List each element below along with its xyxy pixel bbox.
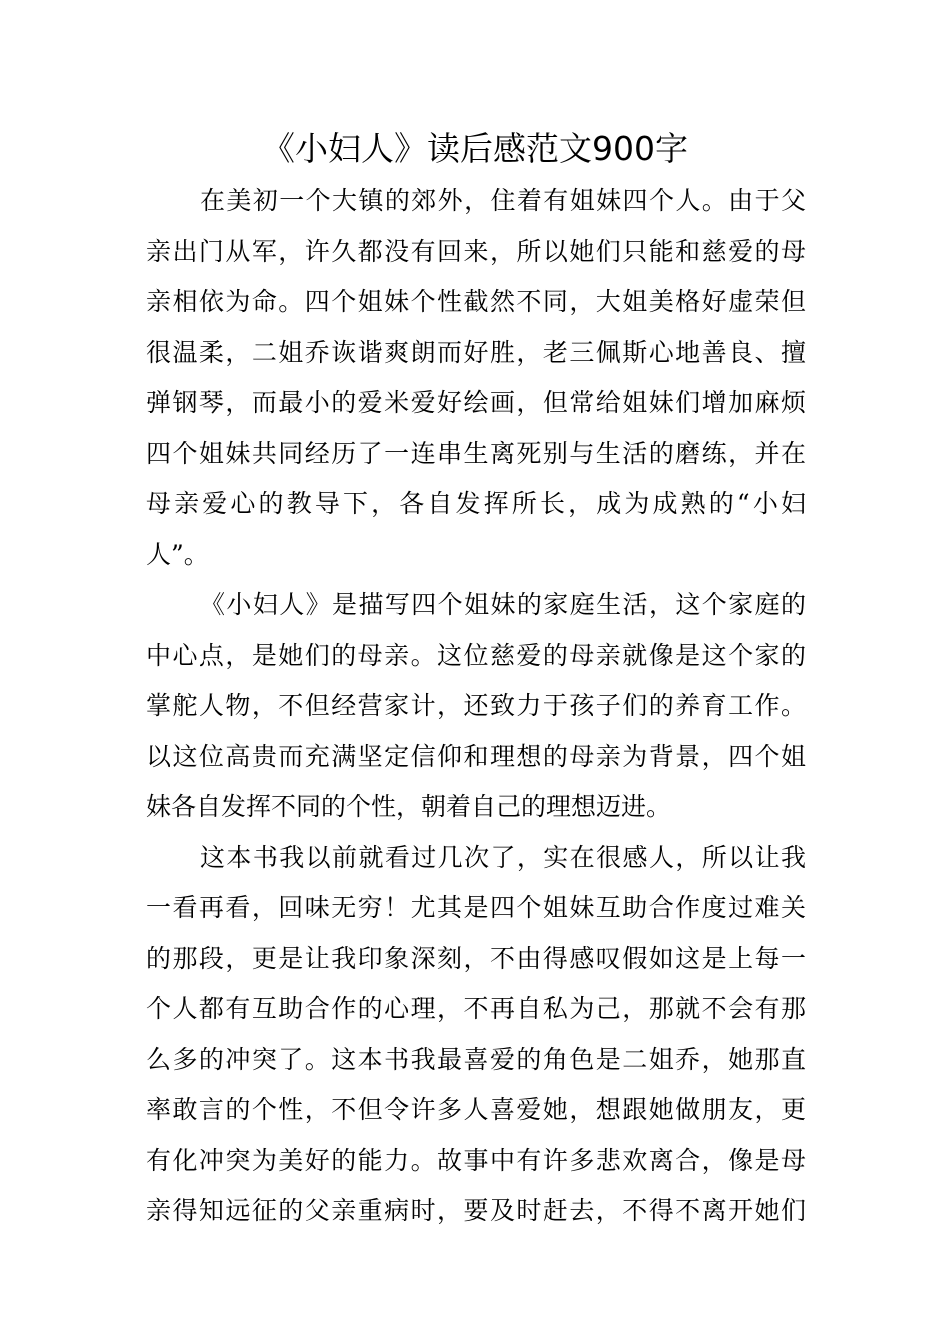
text-line: 亲得知远征的父亲重病时，要及时赶去，不得不离开她们 xyxy=(146,1196,806,1225)
paragraph-1 xyxy=(146,176,806,580)
document-body xyxy=(146,176,806,1237)
text-line: 么多的冲突了。这本书我最喜爱的角色是二姐乔，她那直 xyxy=(146,1044,806,1074)
text-line: 个人都有互助合作的心理，不再自私为己，那就不会有那 xyxy=(146,994,806,1023)
text-line: 有化冲突为美好的能力。故事中有许多悲欢离合，像是母 xyxy=(146,1145,806,1175)
text-line: 以这位高贵而充满坚定信仰和理想的母亲为背景，四个姐 xyxy=(146,741,806,771)
text-line: 亲相依为命。四个姐妹个性截然不同，大姐美格好虚荣但 xyxy=(146,287,806,316)
text-line: 一看再看，回味无穷！尤其是四个姐妹互助合作度过难关 xyxy=(146,893,806,922)
document-title: 《小妇人》读后感范文900字 xyxy=(262,129,688,168)
text-line: 的那段，更是让我印象深刻，不由得感叹假如这是上每一 xyxy=(146,943,806,973)
text-line: 《小妇人》是描写四个姐妹的家庭生活，这个家庭的 xyxy=(200,590,806,619)
text-line: 人”。 xyxy=(146,539,209,569)
text-line: 在美初一个大镇的郊外，住着有姐妹四个人。由于父 xyxy=(200,186,806,215)
text-line: 亲出门从军，许久都没有回来，所以她们只能和慈爱的母 xyxy=(146,236,806,266)
text-line: 中心点，是她们的母亲。这位慈爱的母亲就像是这个家的 xyxy=(146,640,806,670)
text-line: 很温柔，二姐乔诙谐爽朗而好胜，老三佩斯心地善良、擅 xyxy=(146,337,806,367)
paragraph-2 xyxy=(146,580,806,833)
text-line: 妹各自发挥不同的个性，朝着自己的理想迈进。 xyxy=(146,792,672,821)
text-line: 母亲爱心的教导下，各自发挥所长，成为成熟的“小妇 xyxy=(146,489,806,518)
text-line: 掌舵人物，不但经营家计，还致力于孩子们的养育工作。 xyxy=(146,691,806,720)
text-line: 弹钢琴，而最小的爱米爱好绘画，但常给姐妹们增加麻烦 xyxy=(146,388,806,417)
text-line: 四个姐妹共同经历了一连串生离死别与生活的磨练，并在 xyxy=(146,438,806,468)
paragraph-3 xyxy=(146,833,806,1237)
text-line: 率敢言的个性，不但令许多人喜爱她，想跟她做朋友，更 xyxy=(146,1095,806,1124)
text-line: 这本书我以前就看过几次了，实在很感人，所以让我 xyxy=(200,842,806,872)
